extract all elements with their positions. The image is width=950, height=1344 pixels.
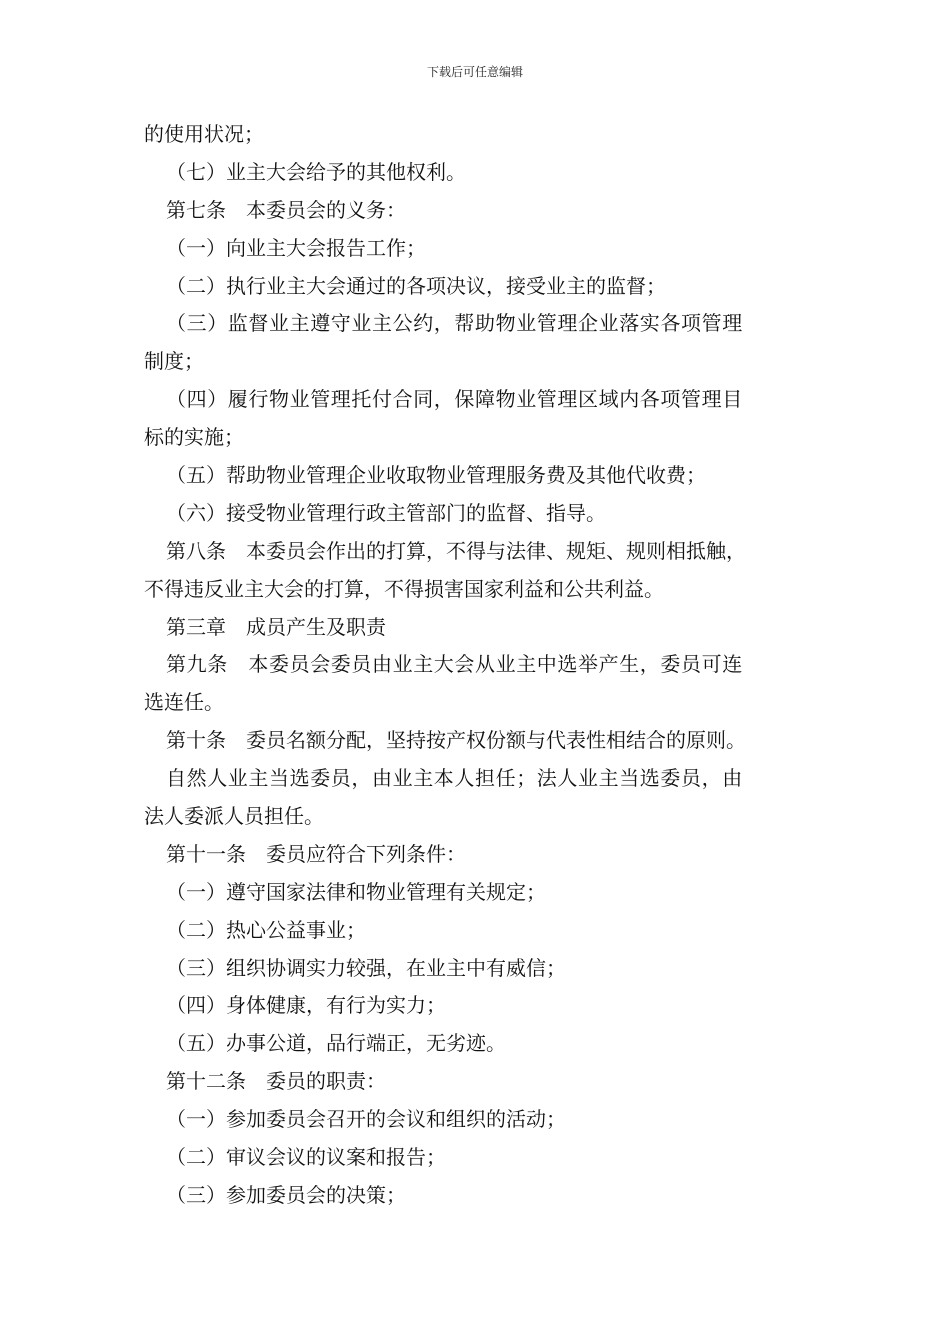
text-line: 法人委派人员担任。 [144,804,324,829]
list-item: （二）热心公益事业； [166,917,366,942]
text-line: 的使用状况； [144,122,264,146]
text-line: 制度； [144,349,204,374]
text-line: （七）业主大会给予的其他权利。 [166,159,466,184]
text-line: 标的实施； [144,425,244,450]
list-item: （四）履行物业管理托付合同，保障物业管理区域内各项管理目 [166,387,743,412]
list-item: （四）身体健康，有行为实力； [166,993,446,1018]
text-line: 选连任。 [144,690,224,715]
text-line: 不得违反业主大会的打算，不得损害国家利益和公共利益。 [144,576,664,601]
page-header-note: 下载后可任意编辑 [426,65,523,79]
list-item: （三）组织协调实力较强，在业主中有威信； [166,955,566,980]
article-heading: 第九条 本委员会委员由业主大会从业主中选举产生，委员可连 [166,652,743,677]
list-item: （二）审议会议的议案和报告； [166,1145,446,1170]
article-heading: 第十一条 委员应符合下列条件： [166,841,466,866]
list-item: （三）参加委员会的决策； [166,1182,406,1207]
document-body [144,116,816,1215]
text-line: 自然人业主当选委员，由业主本人担任；法人业主当选委员，由 [166,766,743,791]
list-item: （五）帮助物业管理企业收取物业管理服务费及其他代收费； [166,463,706,488]
article-heading: 第十条 委员名额分配，坚持按产权份额与代表性相结合的原则。 [166,728,746,753]
list-item: （五）办事公道，品行端正，无劣迹。 [166,1031,506,1056]
article-heading: 第十二条 委员的职责： [166,1069,386,1094]
chapter-heading: 第三章 成员产生及职责 [166,614,386,639]
list-item: （一）遵守国家法律和物业管理有关规定； [166,879,546,904]
list-item: （一）参加委员会召开的会议和组织的活动； [166,1107,566,1132]
article-heading: 第八条 本委员会作出的打算，不得与法律、规矩、规则相抵触， [166,538,746,563]
list-item: （二）执行业主大会通过的各项决议，接受业主的监督； [166,273,666,298]
list-item: （一）向业主大会报告工作； [166,235,426,260]
list-item: （六）接受物业管理行政主管部门的监督、指导。 [166,500,606,525]
list-item: （三）监督业主遵守业主公约，帮助物业管理企业落实各项管理 [166,311,743,336]
article-heading: 第七条 本委员会的义务： [166,197,406,222]
